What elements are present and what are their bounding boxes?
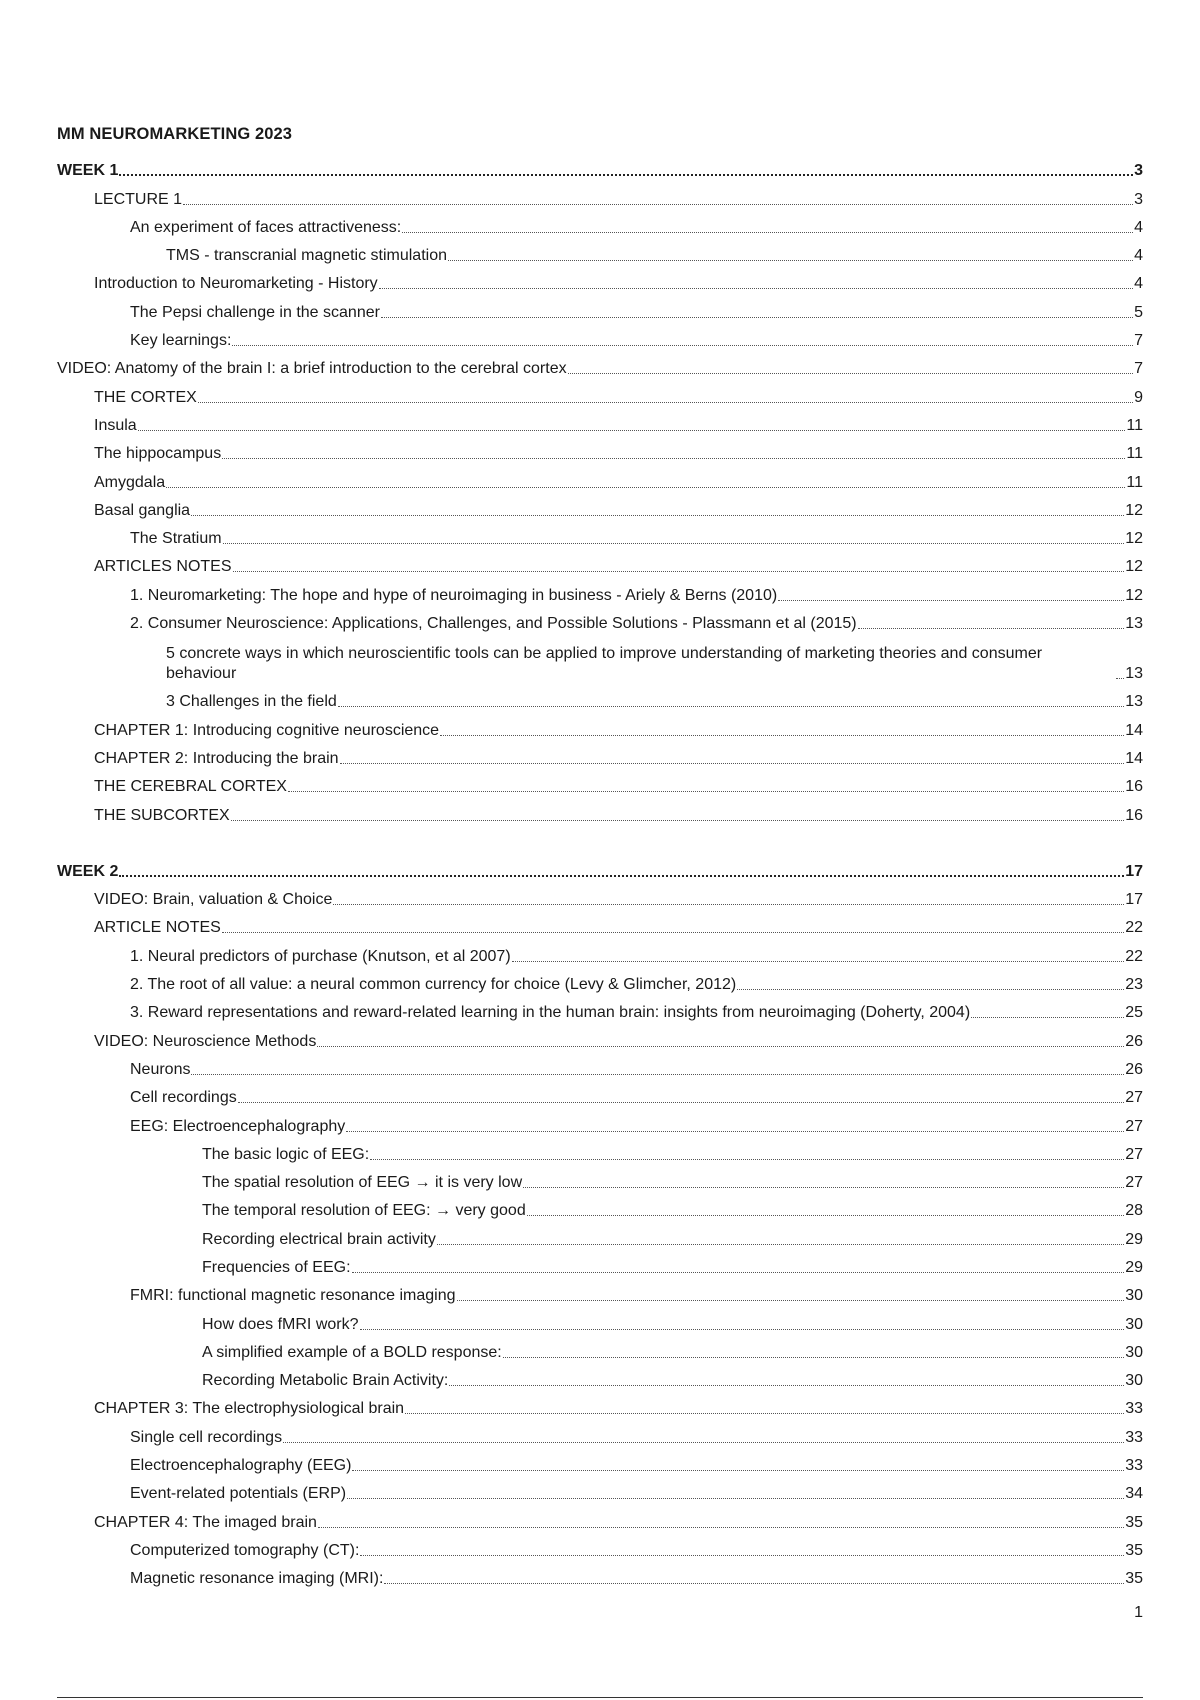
- toc-entry-page-number: 27: [1125, 1174, 1143, 1192]
- toc-dot-leader: [402, 232, 1133, 233]
- toc-entry[interactable]: [57, 210, 1143, 238]
- toc-entry-page-number: 13: [1125, 615, 1143, 633]
- toc-dot-leader: [360, 1555, 1124, 1556]
- footer-divider: [57, 1697, 1143, 1698]
- toc-entry-title: Insula: [94, 416, 137, 434]
- toc-dot-leader: [737, 989, 1124, 990]
- toc-entry-title: Event-related potentials (ERP): [130, 1485, 347, 1503]
- toc-entry-page-number: 11: [1126, 473, 1143, 491]
- toc-entry-page-number: 4: [1134, 247, 1143, 265]
- toc-entry[interactable]: [57, 1504, 1143, 1532]
- toc-dot-leader: [523, 1187, 1124, 1188]
- toc-dot-leader: [318, 1527, 1124, 1528]
- toc-entry-title: ARTICLES NOTES: [94, 558, 232, 576]
- toc-entry-title: Basal ganglia: [94, 501, 191, 519]
- toc-entry[interactable]: [57, 266, 1143, 294]
- toc-entry[interactable]: [57, 1335, 1143, 1363]
- toc-entry[interactable]: [57, 379, 1143, 407]
- toc-entry-page-number: 17: [1125, 862, 1143, 880]
- toc-entry[interactable]: [57, 1250, 1143, 1278]
- toc-dot-leader: [340, 763, 1125, 764]
- toc-dot-leader: [858, 628, 1125, 629]
- toc-entry-title: The hippocampus: [94, 445, 222, 463]
- toc-dot-leader: [449, 1385, 1124, 1386]
- toc-dot-leader: [283, 1442, 1124, 1443]
- toc-entry[interactable]: [57, 1561, 1143, 1589]
- toc-entry[interactable]: [57, 181, 1143, 209]
- toc-entry-page-number: 30: [1125, 1287, 1143, 1305]
- toc-entry[interactable]: [57, 1137, 1143, 1165]
- toc-entry-title: 2. Consumer Neuroscience: Applications, Challenges, and Possible Solutions - Plassmann et al (2015): [130, 615, 857, 633]
- toc-entry-title: 3. Reward representations and reward-related learning in the human brain: insights from neuroimaging (Doherty, 2004): [130, 1004, 971, 1022]
- toc-entry-page-number: 12: [1125, 501, 1143, 519]
- toc-entry-title: An experiment of faces attractiveness:: [130, 218, 402, 236]
- toc-entry-page-number: 33: [1125, 1400, 1143, 1418]
- toc-entry-title: 2. The root of all value: a neural common currency for choice (Levy & Glimcher, 2012): [130, 976, 737, 994]
- toc-entry-page-number: 3: [1134, 162, 1143, 180]
- toc-entry-page-number: 25: [1125, 1004, 1143, 1022]
- toc-entry-page-number: 17: [1125, 891, 1143, 909]
- toc-entry-title: THE SUBCORTEX: [94, 806, 230, 824]
- toc-entry-title: The spatial resolution of EEG → it is very low: [202, 1174, 523, 1192]
- toc-entry-title: The Stratium: [130, 530, 222, 548]
- toc-entry-page-number: 13: [1125, 665, 1143, 683]
- toc-dot-leader: [288, 791, 1124, 792]
- toc-entry[interactable]: [57, 549, 1143, 577]
- toc-entry[interactable]: [57, 351, 1143, 379]
- toc-entry-title: CHAPTER 4: The imaged brain: [94, 1513, 317, 1531]
- toc-entry-title: CHAPTER 3: The electrophysiological brain: [94, 1400, 405, 1418]
- toc-entry-page-number: 5: [1134, 303, 1143, 321]
- toc-entry-page-number: 26: [1125, 1060, 1143, 1078]
- toc-dot-leader: [223, 543, 1125, 544]
- toc-entry-title: 3 Challenges in the field: [166, 693, 337, 711]
- toc-entry-page-number: 29: [1125, 1230, 1143, 1248]
- toc-entry-page-number: 27: [1125, 1089, 1143, 1107]
- toc-entry[interactable]: [57, 1165, 1143, 1193]
- toc-dot-leader: [333, 904, 1124, 905]
- toc-dot-leader: [222, 458, 1125, 459]
- toc-entry-title: A simplified example of a BOLD response:: [202, 1343, 502, 1361]
- toc-section-heading[interactable]: [57, 153, 1143, 181]
- toc-entry[interactable]: [57, 606, 1143, 634]
- toc-dot-leader: [440, 735, 1124, 736]
- toc-dot-leader: [352, 1470, 1124, 1471]
- toc-dot-leader: [352, 1272, 1125, 1273]
- toc-dot-leader: [138, 430, 1126, 431]
- toc-entry-title: 1. Neural predictors of purchase (Knutson, et al 2007): [130, 947, 511, 965]
- toc-entry[interactable]: [57, 493, 1143, 521]
- toc-dot-leader: [191, 1074, 1124, 1075]
- toc-entry-page-number: 35: [1125, 1541, 1143, 1559]
- toc-entry[interactable]: [57, 521, 1143, 549]
- toc-entry-page-number: 14: [1125, 721, 1143, 739]
- toc-entry-title: ARTICLE NOTES: [94, 919, 221, 937]
- toc-entry[interactable]: [57, 684, 1143, 712]
- toc-entry-page-number: 29: [1125, 1258, 1143, 1276]
- toc-entry[interactable]: [57, 323, 1143, 351]
- toc-dot-leader: [317, 1046, 1124, 1047]
- toc-entry-page-number: 12: [1125, 530, 1143, 548]
- toc-entry[interactable]: [57, 995, 1143, 1023]
- toc-entry-title: VIDEO: Neuroscience Methods: [94, 1032, 317, 1050]
- toc-dot-leader: [191, 515, 1124, 516]
- toc-entry-page-number: 22: [1125, 919, 1143, 937]
- section-spacer: [57, 826, 1143, 854]
- toc-dot-leader: [166, 487, 1125, 488]
- toc-entry-title: Recording Metabolic Brain Activity:: [202, 1372, 449, 1390]
- toc-entry-page-number: 14: [1125, 749, 1143, 767]
- toc-entry[interactable]: [57, 910, 1143, 938]
- toc-dot-leader: [360, 1329, 1125, 1330]
- toc-dot-leader: [119, 174, 1133, 176]
- toc-entry[interactable]: [57, 769, 1143, 797]
- toc-dot-leader: [231, 820, 1124, 821]
- toc-entry[interactable]: [57, 1108, 1143, 1136]
- toc-entry-page-number: 11: [1126, 445, 1143, 463]
- toc-entry-page-number: 33: [1125, 1457, 1143, 1475]
- toc-entry-title: Amygdala: [94, 473, 166, 491]
- toc-entry[interactable]: [57, 882, 1143, 910]
- toc-entry-title: The temporal resolution of EEG: → very good: [202, 1202, 526, 1220]
- toc-entry-title: WEEK 1: [57, 162, 119, 180]
- toc-entry-page-number: 7: [1134, 360, 1143, 378]
- toc-entry-title: FMRI: functional magnetic resonance imaging: [130, 1287, 456, 1305]
- toc-dot-leader: [119, 875, 1124, 877]
- toc-entry-page-number: 12: [1125, 558, 1143, 576]
- toc-entry-page-number: 33: [1125, 1428, 1143, 1446]
- toc-dot-leader: [233, 571, 1125, 572]
- toc-entry-page-number: 4: [1134, 218, 1143, 236]
- toc-entry-page-number: 26: [1125, 1032, 1143, 1050]
- document-title: MM NEUROMARKETING 2023: [57, 125, 293, 143]
- toc-entry-title: Frequencies of EEG:: [202, 1258, 351, 1276]
- toc-entry[interactable]: [57, 1023, 1143, 1051]
- toc-entry-page-number: 35: [1125, 1513, 1143, 1531]
- toc-entry[interactable]: [57, 1476, 1143, 1504]
- toc-section-heading[interactable]: [57, 854, 1143, 882]
- toc-entry-page-number: 7: [1134, 332, 1143, 350]
- toc-entry[interactable]: [57, 1391, 1143, 1419]
- toc-entry-page-number: 9: [1134, 388, 1143, 406]
- toc-entry[interactable]: [57, 408, 1143, 436]
- toc-entry-title: THE CORTEX: [94, 388, 197, 406]
- toc-entry[interactable]: [57, 238, 1143, 266]
- toc-entry[interactable]: [57, 938, 1143, 966]
- toc-entry[interactable]: [57, 797, 1143, 825]
- toc-dot-leader: [222, 932, 1124, 933]
- toc-entry-title: EEG: Electroencephalography: [130, 1117, 346, 1135]
- toc-entry-page-number: 27: [1125, 1145, 1143, 1163]
- toc-entry-page-number: 28: [1125, 1202, 1143, 1220]
- page-number: 1: [1134, 1604, 1143, 1621]
- toc-entry-page-number: 23: [1125, 976, 1143, 994]
- toc-dot-leader: [338, 706, 1124, 707]
- toc-dot-leader: [198, 402, 1133, 403]
- toc-entry[interactable]: [57, 1306, 1143, 1334]
- toc-entry[interactable]: [57, 1080, 1143, 1108]
- toc-dot-leader: [346, 1131, 1124, 1132]
- toc-entry-page-number: 30: [1125, 1315, 1143, 1333]
- toc-entry-page-number: 11: [1126, 416, 1143, 434]
- toc-entry-page-number: 3: [1134, 190, 1143, 208]
- toc-dot-leader: [527, 1215, 1124, 1216]
- toc-entry[interactable]: [57, 967, 1143, 995]
- toc-entry[interactable]: [57, 1533, 1143, 1561]
- toc-dot-leader: [437, 1244, 1124, 1245]
- toc-dot-leader: [503, 1357, 1125, 1358]
- toc-entry[interactable]: [57, 294, 1143, 322]
- toc-dot-leader: [183, 204, 1133, 205]
- toc-entry-title: 5 concrete ways in which neuroscientific tools can be applied to improve understanding of marketing theories and consumer behaviour: [166, 645, 1043, 683]
- toc-dot-leader: [405, 1413, 1124, 1414]
- toc-entry-page-number: 16: [1125, 778, 1143, 796]
- toc-entry[interactable]: [57, 634, 1143, 684]
- toc-entry-title: THE CEREBRAL CORTEX: [94, 778, 287, 796]
- toc-entry-title: WEEK 2: [57, 862, 119, 880]
- toc-entry-page-number: 34: [1125, 1485, 1143, 1503]
- toc-entry-title: Single cell recordings: [130, 1428, 283, 1446]
- toc-dot-leader: [232, 345, 1133, 346]
- toc-entry-page-number: 30: [1125, 1343, 1143, 1361]
- toc-entry-title: LECTURE 1: [94, 190, 183, 208]
- toc-entry-title: CHAPTER 2: Introducing the brain: [94, 749, 339, 767]
- toc-entry-page-number: 12: [1125, 586, 1143, 604]
- toc-entry-title: Computerized tomography (CT):: [130, 1541, 360, 1559]
- toc-dot-leader: [457, 1300, 1125, 1301]
- toc-entry-page-number: 16: [1125, 806, 1143, 824]
- toc-entry[interactable]: [57, 577, 1143, 605]
- toc-entry[interactable]: [57, 1052, 1143, 1080]
- toc-entry[interactable]: [57, 1363, 1143, 1391]
- toc-entry[interactable]: [57, 712, 1143, 740]
- toc-entry[interactable]: [57, 1221, 1143, 1249]
- toc-dot-leader: [238, 1102, 1124, 1103]
- toc-entry-title: 1. Neuromarketing: The hope and hype of neuroimaging in business - Ariely & Berns (2010): [130, 586, 778, 604]
- toc-entry-page-number: 4: [1134, 275, 1143, 293]
- toc-entry-title: Key learnings:: [130, 332, 232, 350]
- toc-entry[interactable]: [57, 464, 1143, 492]
- toc-entry-title: VIDEO: Anatomy of the brain I: a brief introduction to the cerebral cortex: [57, 360, 567, 378]
- toc-entry[interactable]: [57, 436, 1143, 464]
- table-of-contents: [57, 153, 1143, 1589]
- toc-entry[interactable]: [57, 1278, 1143, 1306]
- toc-entry-title: Cell recordings: [130, 1089, 237, 1107]
- toc-dot-leader: [512, 961, 1125, 962]
- toc-dot-leader: [347, 1498, 1124, 1499]
- toc-dot-leader: [381, 317, 1133, 318]
- toc-dot-leader: [1116, 678, 1124, 679]
- toc-entry[interactable]: [57, 1193, 1143, 1221]
- toc-entry-title: CHAPTER 1: Introducing cognitive neuroscience: [94, 721, 440, 739]
- toc-entry-title: The basic logic of EEG:: [202, 1145, 370, 1163]
- toc-dot-leader: [778, 600, 1124, 601]
- toc-entry-title: Introduction to Neuromarketing - History: [94, 275, 378, 293]
- toc-entry-page-number: 35: [1125, 1570, 1143, 1588]
- toc-entry-page-number: 22: [1125, 947, 1143, 965]
- toc-entry[interactable]: [57, 1448, 1143, 1476]
- toc-entry-title: How does fMRI work?: [202, 1315, 359, 1333]
- toc-dot-leader: [384, 1583, 1124, 1584]
- toc-entry-title: VIDEO: Brain, valuation & Choice: [94, 891, 333, 909]
- toc-dot-leader: [370, 1159, 1124, 1160]
- toc-dot-leader: [971, 1017, 1124, 1018]
- toc-entry-title: Neurons: [130, 1060, 191, 1078]
- toc-dot-leader: [448, 260, 1133, 261]
- toc-entry-title: Recording electrical brain activity: [202, 1230, 436, 1248]
- toc-entry-title: Magnetic resonance imaging (MRI):: [130, 1570, 384, 1588]
- toc-entry[interactable]: [57, 741, 1143, 769]
- toc-entry-page-number: 27: [1125, 1117, 1143, 1135]
- toc-entry-title: TMS - transcranial magnetic stimulation: [166, 247, 447, 265]
- toc-entry-page-number: 30: [1125, 1372, 1143, 1390]
- toc-entry-title: The Pepsi challenge in the scanner: [130, 303, 380, 321]
- toc-entry[interactable]: [57, 1419, 1143, 1447]
- document-page: [57, 124, 1143, 1589]
- toc-entry-title: Electroencephalography (EEG): [130, 1457, 352, 1475]
- toc-entry-page-number: 13: [1125, 693, 1143, 711]
- toc-dot-leader: [568, 373, 1134, 374]
- toc-dot-leader: [379, 288, 1133, 289]
